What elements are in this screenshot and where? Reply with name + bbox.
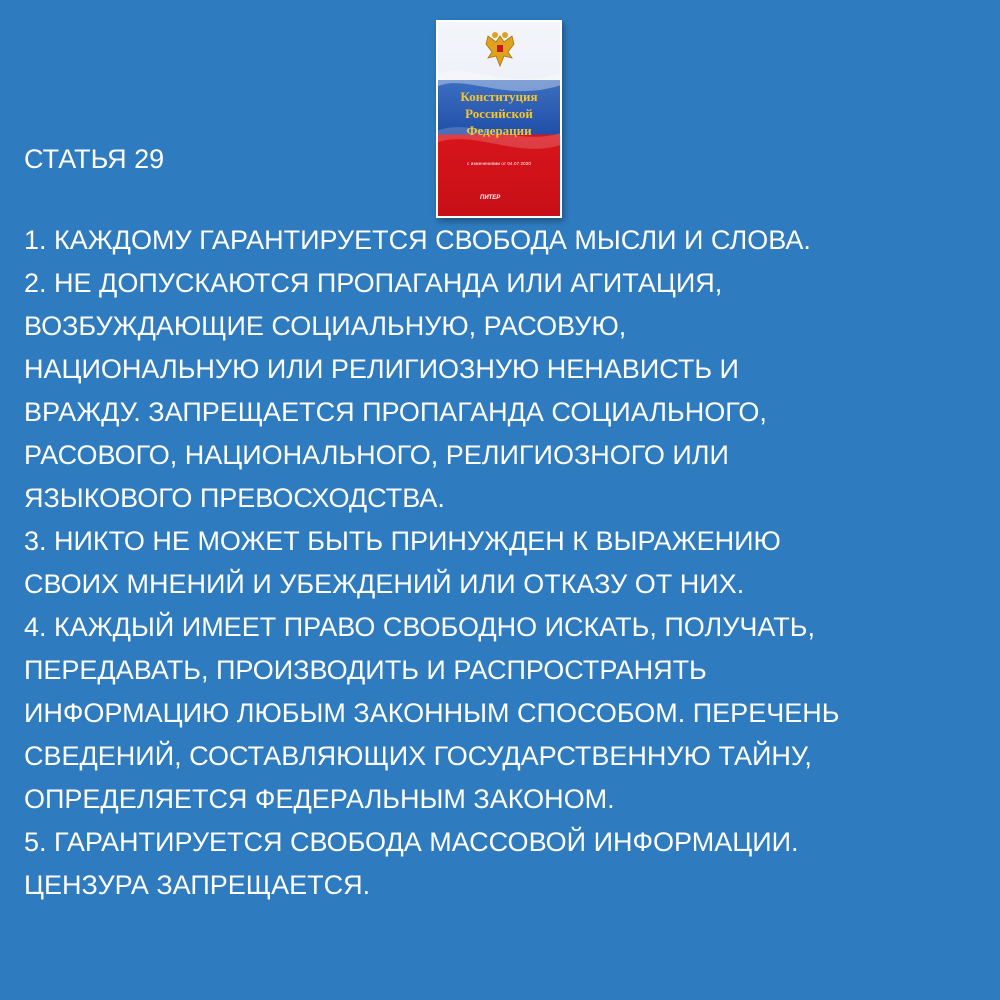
article-line: ИНФОРМАЦИЮ ЛЮБЫМ ЗАКОННЫМ СПОСОБОМ. ПЕРЕЧЕНЬ [24,698,840,728]
article-line: РАСОВОГО, НАЦИОНАЛЬНОГО, РЕЛИГИОЗНОГО ИЛИ [24,440,729,470]
article-heading: СТАТЬЯ 29 [24,144,165,174]
constitution-book-cover [436,20,562,218]
book-title [444,88,554,139]
article-line: СВЕДЕНИЙ, СОСТАВЛЯЮЩИХ ГОСУДАРСТВЕННУЮ ТАЙНУ, [24,741,812,771]
book-title-line3: Федерации [466,123,532,138]
article-line: 3. НИКТО НЕ МОЖЕТ БЫТЬ ПРИНУЖДЕН К ВЫРАЖЕНИЮ [24,526,781,556]
book-edition-note: с изменениями от 04.07.2020 [467,161,531,166]
publisher-logo: ПИТЕР [480,195,501,201]
double-headed-eagle-icon [482,30,518,70]
article-line: ОПРЕДЕЛЯЕТСЯ ФЕДЕРАЛЬНЫМ ЗАКОНОМ. [24,784,615,814]
article-line: НАЦИОНАЛЬНУЮ ИЛИ РЕЛИГИОЗНУЮ НЕНАВИСТЬ И [24,354,739,384]
article-line: 1. КАЖДОМУ ГАРАНТИРУЕТСЯ СВОБОДА МЫСЛИ И СЛОВА. [24,225,811,255]
article-line: 2. НЕ ДОПУСКАЮТСЯ ПРОПАГАНДА ИЛИ АГИТАЦИЯ, [24,268,723,298]
article-line: ВРАЖДУ. ЗАПРЕЩАЕТСЯ ПРОПАГАНДА СОЦИАЛЬНОГО, [24,397,767,427]
article-body [24,219,1000,907]
book-title-line2: Российской [465,106,533,121]
article-line: ЯЗЫКОВОГО ПРЕВОСХОДСТВА. [24,483,445,513]
article-line: ПЕРЕДАВАТЬ, ПРОИЗВОДИТЬ И РАСПРОСТРАНЯТЬ [24,655,707,685]
article-line: ВОЗБУЖДАЮЩИЕ СОЦИАЛЬНУЮ, РАСОВУЮ, [24,311,627,341]
article-line: ЦЕНЗУРА ЗАПРЕЩАЕТСЯ. [24,870,371,900]
article-line: 5. ГАРАНТИРУЕТСЯ СВОБОДА МАССОВОЙ ИНФОРМАЦИИ. [24,827,799,857]
article-line: 4. КАЖДЫЙ ИМЕЕТ ПРАВО СВОБОДНО ИСКАТЬ, ПОЛУЧАТЬ, [24,612,815,642]
article-line: СВОИХ МНЕНИЙ И УБЕЖДЕНИЙ ИЛИ ОТКАЗУ ОТ НИХ. [24,569,745,599]
book-title-line1: Конституция [460,89,538,104]
